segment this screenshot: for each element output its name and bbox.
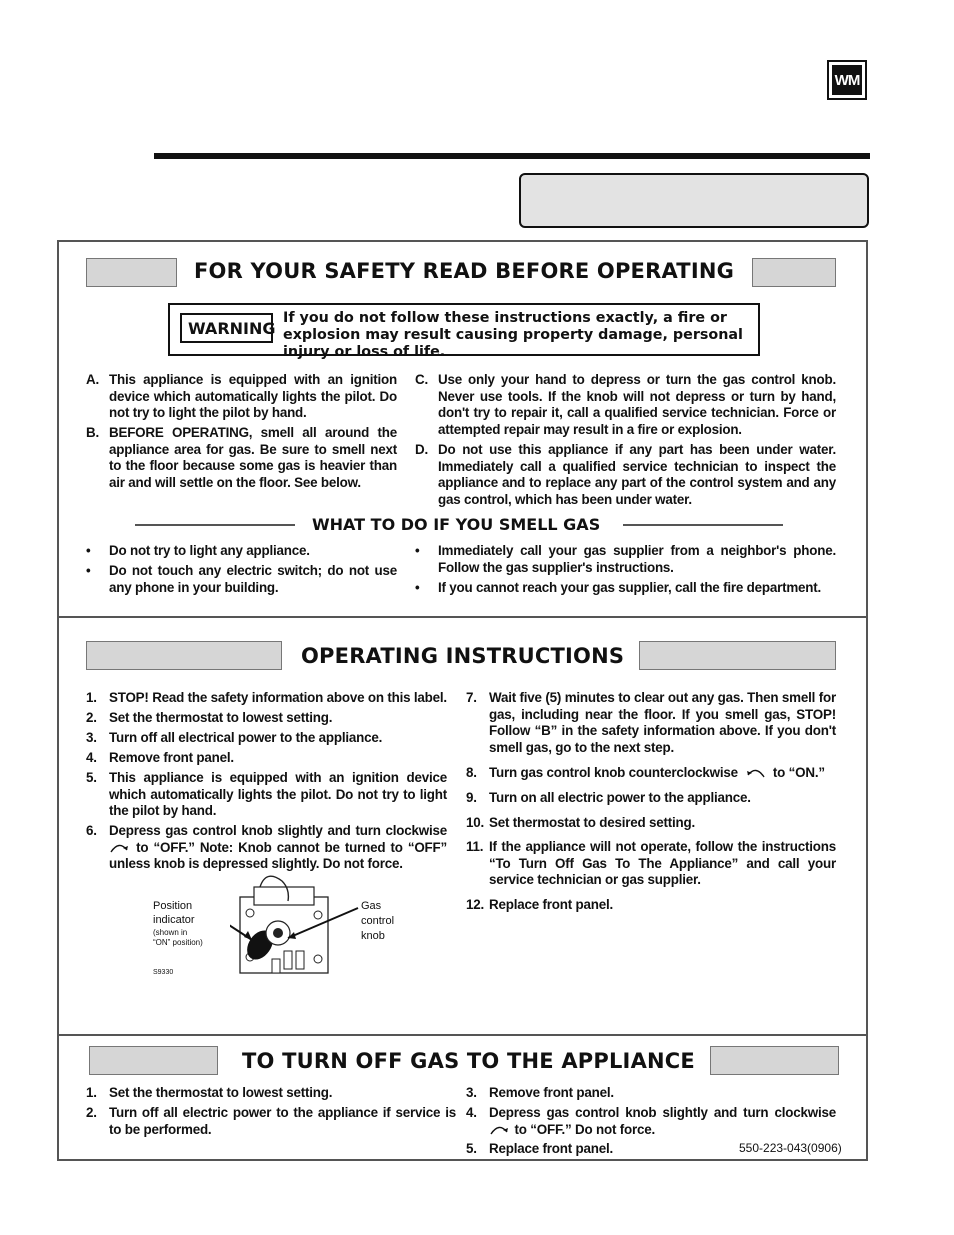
step-number: 3. bbox=[466, 1085, 477, 1100]
step-number: 5. bbox=[86, 770, 97, 785]
step-number: 7. bbox=[466, 690, 477, 705]
step-text-part: to “ON.” bbox=[772, 765, 825, 780]
diagram-label: “ON” position) bbox=[153, 938, 203, 947]
operating-heading: OPERATING INSTRUCTIONS bbox=[301, 644, 625, 668]
step-text: Set thermostat to desired setting. bbox=[489, 815, 695, 830]
step-number: 6. bbox=[86, 823, 97, 838]
counterclockwise-arrow-icon bbox=[741, 767, 769, 779]
step-text-part: to “OFF.” Note: Knob cannot be turned to “OFF” unless knob is depressed slightly. Do not force. bbox=[109, 839, 447, 872]
smell-item-text: If you cannot reach your gas supplier, call the fire department. bbox=[438, 580, 822, 595]
step-text: Turn off all electrical power to the appliance. bbox=[109, 730, 383, 745]
safety-item-label: B. bbox=[86, 425, 99, 440]
warning-box bbox=[168, 303, 760, 360]
smell-item bbox=[86, 543, 397, 560]
operating-step bbox=[466, 897, 836, 914]
bullet: • bbox=[415, 543, 420, 558]
clockwise-arrow-icon bbox=[489, 1124, 511, 1136]
step-text: STOP! Read the safety information above on this label. bbox=[109, 690, 447, 705]
step-number: 1. bbox=[86, 690, 97, 705]
safety-item-text: Do not use this appliance if any part has been under water. Immediately call a qualified service technician to inspect the appliance and to replace any part of the control system and any gas control, which has been under water. bbox=[438, 442, 836, 507]
safety-item-b bbox=[86, 425, 397, 491]
step-number: 4. bbox=[86, 750, 97, 765]
step-text-part: Turn gas control knob counterclockwise bbox=[489, 765, 738, 780]
smell-item-text: Immediately call your gas supplier from a neighbor's phone. Follow the gas supplier's instructions. bbox=[438, 543, 836, 575]
step-text: Remove front panel. bbox=[109, 750, 234, 765]
turnoff-step bbox=[466, 1105, 836, 1138]
step-text: Replace front panel. bbox=[489, 897, 613, 912]
step-number: 1. bbox=[86, 1085, 97, 1100]
turnoff-step bbox=[466, 1141, 716, 1158]
bullet: • bbox=[86, 563, 91, 578]
step-text bbox=[489, 765, 836, 782]
step-text bbox=[109, 823, 447, 873]
smell-item-text: Do not touch any electric switch; do not use any phone in your building. bbox=[109, 563, 397, 595]
operating-step bbox=[86, 710, 447, 727]
diagram-label: (shown in bbox=[153, 928, 188, 937]
step-text: If the appliance will not operate, follow the instructions “To Turn Off Gas To The Appliance” and call your service technician or gas supplier. bbox=[489, 839, 836, 888]
operating-step bbox=[86, 730, 447, 747]
smell-item-text: Do not try to light any appliance. bbox=[109, 543, 310, 558]
step-text-part: to “OFF.” Do not force. bbox=[514, 1121, 655, 1137]
step-text bbox=[489, 1105, 836, 1138]
turnoff-step bbox=[86, 1085, 456, 1102]
smell-item bbox=[415, 543, 836, 576]
title-placeholder-box bbox=[519, 173, 869, 228]
diagram-label: Gas bbox=[361, 900, 382, 912]
step-number: 9. bbox=[466, 790, 477, 805]
safety-item-d bbox=[415, 442, 836, 508]
step-number: 2. bbox=[86, 710, 97, 725]
safety-item-a bbox=[86, 372, 397, 422]
diagram-label: control bbox=[361, 915, 395, 927]
step-number: 10. bbox=[466, 815, 485, 830]
diagram-label: indicator bbox=[153, 914, 195, 926]
safety-item-text: BEFORE OPERATING, smell all around the appliance area for gas. Be sure to smell next to the floor because some gas is heavier than air and will settle on the floor. See below. bbox=[109, 425, 397, 490]
safety-item-label: A. bbox=[86, 372, 99, 387]
turnoff-step bbox=[466, 1085, 836, 1102]
safety-heading: FOR YOUR SAFETY READ BEFORE OPERATING bbox=[194, 259, 735, 283]
safety-item-text: This appliance is equipped with an ignition device which automatically lights the pilot. Do not try to light the pilot by hand. bbox=[109, 372, 397, 421]
step-text: Turn on all electric power to the appliance. bbox=[489, 790, 751, 805]
turnoff-step bbox=[86, 1105, 456, 1138]
step-number: 3. bbox=[86, 730, 97, 745]
step-text: Set the thermostat to lowest setting. bbox=[109, 1085, 333, 1100]
heading-bar-right bbox=[752, 258, 836, 287]
safety-item-text: Use only your hand to depress or turn the gas control knob. Never use tools. If the knob will not depress or turn by hand, don't try to repair it, call a qualified service technician. Force or attempted repair may result in a fire or explosion. bbox=[438, 372, 836, 437]
operating-step bbox=[466, 790, 836, 807]
heading-bar-left bbox=[86, 258, 177, 287]
operating-step bbox=[466, 690, 836, 756]
warning-badge bbox=[180, 313, 276, 343]
step-text: Wait five (5) minutes to clear out any gas. Then smell for gas, including near the floor. If you smell gas, STOP! Follow “B” in the safety information above. If you don't smell gas, go to the next step. bbox=[489, 690, 836, 755]
smell-item bbox=[415, 580, 836, 597]
turnoff-heading: TO TURN OFF GAS TO THE APPLIANCE bbox=[242, 1049, 695, 1073]
operating-step bbox=[86, 750, 447, 767]
step-text: Remove front panel. bbox=[489, 1085, 614, 1100]
safety-item-c bbox=[415, 372, 836, 438]
step-text: Set the thermostat to lowest setting. bbox=[109, 710, 333, 725]
heading-bar-left bbox=[89, 1046, 218, 1075]
header-rule bbox=[154, 153, 870, 159]
safety-item-label: D. bbox=[415, 442, 428, 457]
operating-step bbox=[466, 765, 836, 782]
operating-step bbox=[86, 690, 447, 707]
operating-step bbox=[86, 770, 447, 820]
document-number: 550-223-043(0906) bbox=[739, 1141, 842, 1155]
diagram-label: knob bbox=[361, 930, 385, 942]
step-number: 11. bbox=[466, 839, 484, 854]
heading-bar-right bbox=[710, 1046, 839, 1075]
smell-gas-heading: WHAT TO DO IF YOU SMELL GAS bbox=[312, 515, 601, 534]
smell-rule-right bbox=[623, 524, 783, 526]
step-number: 4. bbox=[466, 1105, 477, 1120]
diagram-label: Position bbox=[153, 900, 193, 912]
warning-text: If you do not follow these instructions exactly, a fire or explosion may result causing property damage, personal injury or loss of life. bbox=[283, 310, 743, 360]
warning-label: WARNING bbox=[188, 318, 276, 338]
diagram-code: S9330 bbox=[153, 969, 174, 976]
safety-item-label: C. bbox=[415, 372, 428, 387]
step-text: Replace front panel. bbox=[489, 1141, 613, 1156]
bullet: • bbox=[86, 543, 91, 558]
gas-valve-icon bbox=[230, 875, 370, 979]
step-text: Turn off all electric power to the appliance if service is to be performed. bbox=[109, 1105, 456, 1137]
heading-bar-left bbox=[86, 641, 282, 670]
operating-step bbox=[466, 815, 836, 832]
operating-step bbox=[86, 823, 447, 873]
step-number: 5. bbox=[466, 1141, 477, 1156]
smell-item bbox=[86, 563, 397, 596]
logo-mark: WM bbox=[832, 65, 862, 95]
clockwise-arrow-icon bbox=[109, 842, 131, 854]
step-number: 12. bbox=[466, 897, 485, 912]
step-text-part: Depress gas control knob slightly and turn clockwise bbox=[489, 1105, 836, 1120]
step-number: 8. bbox=[466, 765, 477, 780]
bullet: • bbox=[415, 580, 420, 595]
gas-valve-diagram bbox=[150, 875, 410, 985]
step-text: This appliance is equipped with an ignition device which automatically lights the pilot. Do not try to light the pilot by hand. bbox=[109, 770, 447, 819]
heading-bar-right bbox=[639, 641, 836, 670]
step-text-part: Depress gas control knob slightly and turn clockwise bbox=[109, 823, 447, 838]
operating-step bbox=[466, 839, 836, 889]
smell-rule-left bbox=[135, 524, 295, 526]
brand-logo bbox=[827, 60, 867, 100]
step-number: 2. bbox=[86, 1105, 97, 1120]
